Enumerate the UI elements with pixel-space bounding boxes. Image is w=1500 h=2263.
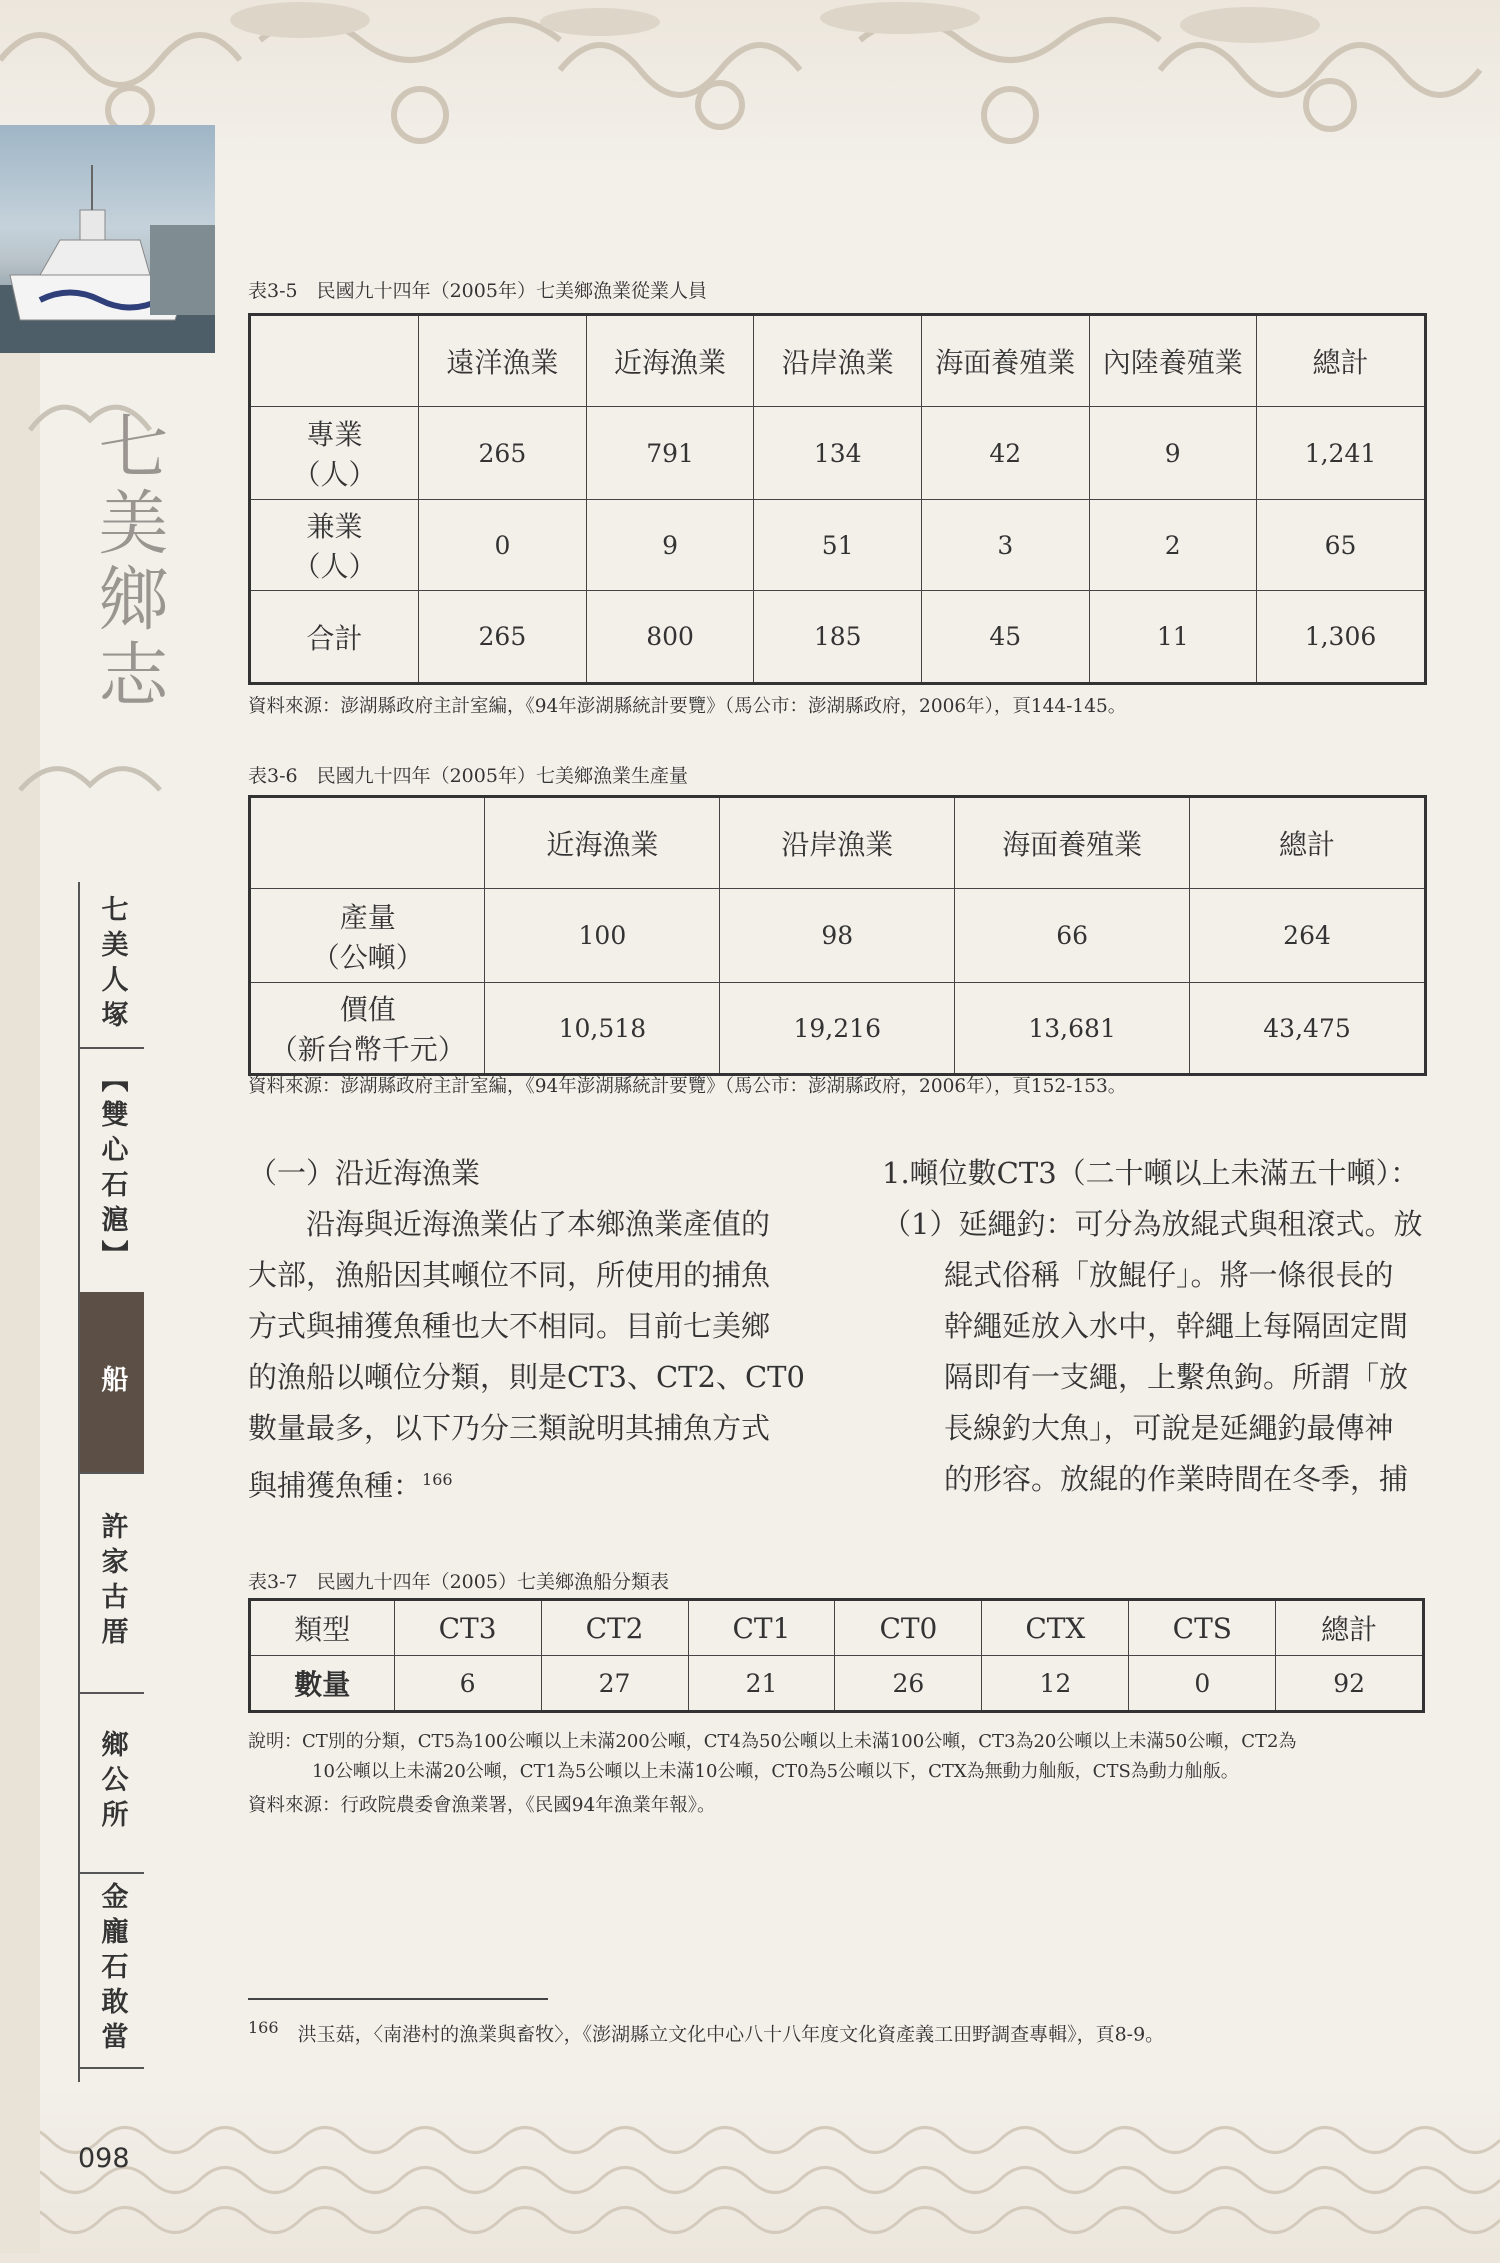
table-row [250,407,1426,500]
row-label: 產量 （公噸） [250,889,485,983]
table-cell: 2 [1089,500,1256,591]
table-note: 10公噸以上未滿20公噸，CT1為5公噸以上未滿10公噸，CT0為5公噸以下，CTX為無動力舢舨，CTS為動力舢舨。 [312,1761,1239,1782]
table-header-cell: CT2 [541,1600,688,1656]
nav-item-label: 許家古厝 [96,1512,128,1652]
boat-icon [0,125,215,353]
row-label: 合計 [250,591,419,684]
fishery-workers-table [248,313,1427,685]
footnote [248,2018,1164,2046]
table-header-cell: 內陸養殖業 [1089,315,1256,407]
table-cell: 43,475 [1190,983,1426,1075]
table-cell: 13,681 [955,983,1190,1075]
table-row [250,983,1426,1075]
table-source: 資料來源：澎湖縣政府主計室編，《94年澎湖縣統計要覽》（馬公市：澎湖縣政府，2006年），頁144-145。 [248,696,1127,717]
table-header-cell: 海面養殖業 [955,797,1190,889]
footnote-text: 洪玉菇，〈南港村的漁業與畜牧〉，《澎湖縣立文化中心八十八年度文化資產義工田野調查專輯》，頁8-9。 [297,2023,1165,2046]
table-cell: 10,518 [485,983,720,1075]
book-title-text: 七美鄉志 [87,410,169,714]
nav-item-label: 鄉公所 [96,1729,128,1835]
table-header-cell: 近海漁業 [485,797,720,889]
table-cell: 1,306 [1257,591,1426,684]
bottom-wave-border [0,2080,1500,2263]
table-cell: 6 [394,1656,541,1712]
table-row [250,1656,1424,1712]
table-cell: 9 [1089,407,1256,500]
table-cell: 12 [982,1656,1129,1712]
table-header-cell: CTX [982,1600,1129,1656]
wave-pattern-icon [0,2080,1500,2263]
table-cell: 27 [541,1656,688,1712]
table-cell: 51 [754,500,922,591]
nav-item-double-heart[interactable] [80,1047,144,1294]
table-caption: 表3-6 民國九十四年（2005年）七美鄉漁業生產量 [248,765,688,787]
table-note: 說明：CT別的分類，CT5為100公噸以上未滿200公噸，CT4為50公噸以上未滿100公噸，CT3為20公噸以上未滿50公噸，CT2為 [248,1731,1297,1752]
footnote-divider [248,1998,548,2000]
table-cell: 3 [922,500,1089,591]
table-cell: 19,216 [720,983,955,1075]
row-label: 專業 （人） [250,407,419,500]
page-number: 098 [78,2143,130,2174]
table-header-cell: 總計 [1257,315,1426,407]
paragraph-line: 大部，漁船因其噸位不同，所使用的捕魚 [248,1258,771,1292]
nav-item-qimei-tomb[interactable] [80,882,144,1049]
table-cell: 0 [419,500,587,591]
chapter-nav [78,882,144,2082]
table-caption: 表3-5 民國九十四年（2005年）七美鄉漁業從業人員 [248,280,707,302]
row-label: 價值 （新台幣千元） [250,983,485,1075]
table-cell: 134 [754,407,922,500]
table-cell: 65 [1257,500,1426,591]
table-cell: 1,241 [1257,407,1426,500]
table-header-cell: 沿岸漁業 [720,797,955,889]
paragraph-line: 緄式俗稱「放鯤仔」。將一條很長的 [944,1258,1394,1292]
fishing-boat-table [248,1598,1425,1713]
nav-item-label: 金龐石敢當 [96,1882,128,2057]
footnote-number: 166 [248,2018,279,2037]
table-header-cell: 近海漁業 [586,315,754,407]
table-header-cell [250,315,419,407]
fishery-production-table [248,795,1427,1076]
list-item-label: （1） [882,1207,959,1241]
paragraph-line: 長線釣大魚」，可說是延繩釣最傳神 [944,1411,1394,1445]
paragraph-line: 數量最多，以下乃分三類說明其捕魚方式 [248,1411,771,1445]
table-header-cell: 沿岸漁業 [754,315,922,407]
paragraph-line: 幹繩延放入水中，幹繩上每隔固定間 [944,1309,1409,1343]
table-header-cell: 類型 [250,1600,395,1656]
table-header-cell: CT0 [835,1600,982,1656]
table-header-cell [250,797,485,889]
row-label: 兼業 （人） [250,500,419,591]
table-cell: 800 [586,591,754,684]
paragraph-line: 與捕獲魚種：$^{166}$ [248,1468,453,1503]
paragraph-line: 方式與捕獲魚種也大不相同。目前七美鄉 [248,1309,771,1343]
table-caption: 表3-7 民國九十四年（2005）七美鄉漁船分類表 [248,1571,669,1593]
nav-item-township-office[interactable] [80,1692,144,1874]
table-cell: 21 [688,1656,835,1712]
nav-item-label: 七美人塚 [96,894,128,1035]
paragraph-line: 隔即有一支繩，上繫魚鉤。所謂「放 [944,1360,1409,1394]
nav-item-label: 船 [96,1364,128,1400]
nav-item-stone[interactable] [80,1872,144,2069]
left-column [248,1148,808,1512]
right-column [882,1148,1427,1505]
footnote-ref[interactable]: 166 [422,1470,453,1489]
table-source: 資料來源：澎湖縣政府主計室編，《94年澎湖縣統計要覽》（馬公市：澎湖縣政府，2006年），頁152-153。 [248,1076,1127,1097]
paragraph-line: 的漁船以噸位分類，則是CT3、CT2、CT0 [248,1360,805,1394]
table-cell: 791 [586,407,754,500]
paragraph-line: 的形容。放緄的作業時間在冬季，捕 [944,1462,1409,1496]
table-header-cell: 海面養殖業 [922,315,1089,407]
nav-item-boat[interactable] [80,1292,144,1474]
table-row [250,591,1426,684]
table-cell: 0 [1129,1656,1276,1712]
subsection-heading: 1.噸位數CT3（二十噸以上未滿五十噸）： [882,1156,1420,1190]
row-label: 數量 [250,1656,395,1712]
table-cell: 9 [586,500,754,591]
boat-photo [0,125,215,353]
table-cell: 45 [922,591,1089,684]
table-cell: 66 [955,889,1190,983]
book-title-vertical [70,390,169,850]
table-header-cell: CT1 [688,1600,835,1656]
table-header-cell: 總計 [1276,1600,1424,1656]
table-header-cell: CTS [1129,1600,1276,1656]
table-row [250,500,1426,591]
top-cloud-border [0,0,1500,170]
table-header-cell: 遠洋漁業 [419,315,587,407]
paragraph-line: 沿海與近海漁業佔了本鄉漁業產值的 [248,1207,771,1241]
section-heading: （一）沿近海漁業 [248,1156,481,1190]
table-cell: 26 [835,1656,982,1712]
table-cell: 100 [485,889,720,983]
table-cell: 185 [754,591,922,684]
table-cell: 265 [419,591,587,684]
paragraph-line: （1）延繩釣：可分為放緄式與租滾式。放 [882,1207,1423,1241]
table-cell: 264 [1190,889,1426,983]
table-source: 資料來源：行政院農委會漁業署，《民國94年漁業年報》。 [248,1795,716,1816]
table-header-cell: 總計 [1190,797,1426,889]
table-cell: 98 [720,889,955,983]
nav-item-hsu-house[interactable] [80,1472,144,1694]
table-row [250,889,1426,983]
table-cell: 42 [922,407,1089,500]
table-cell: 265 [419,407,587,500]
table-cell: 11 [1089,591,1256,684]
nav-item-label: 【雙心石滬】 [96,1064,128,1275]
table-header-cell: CT3 [394,1600,541,1656]
table-cell: 92 [1276,1656,1424,1712]
cloud-pattern-icon [0,0,1500,170]
